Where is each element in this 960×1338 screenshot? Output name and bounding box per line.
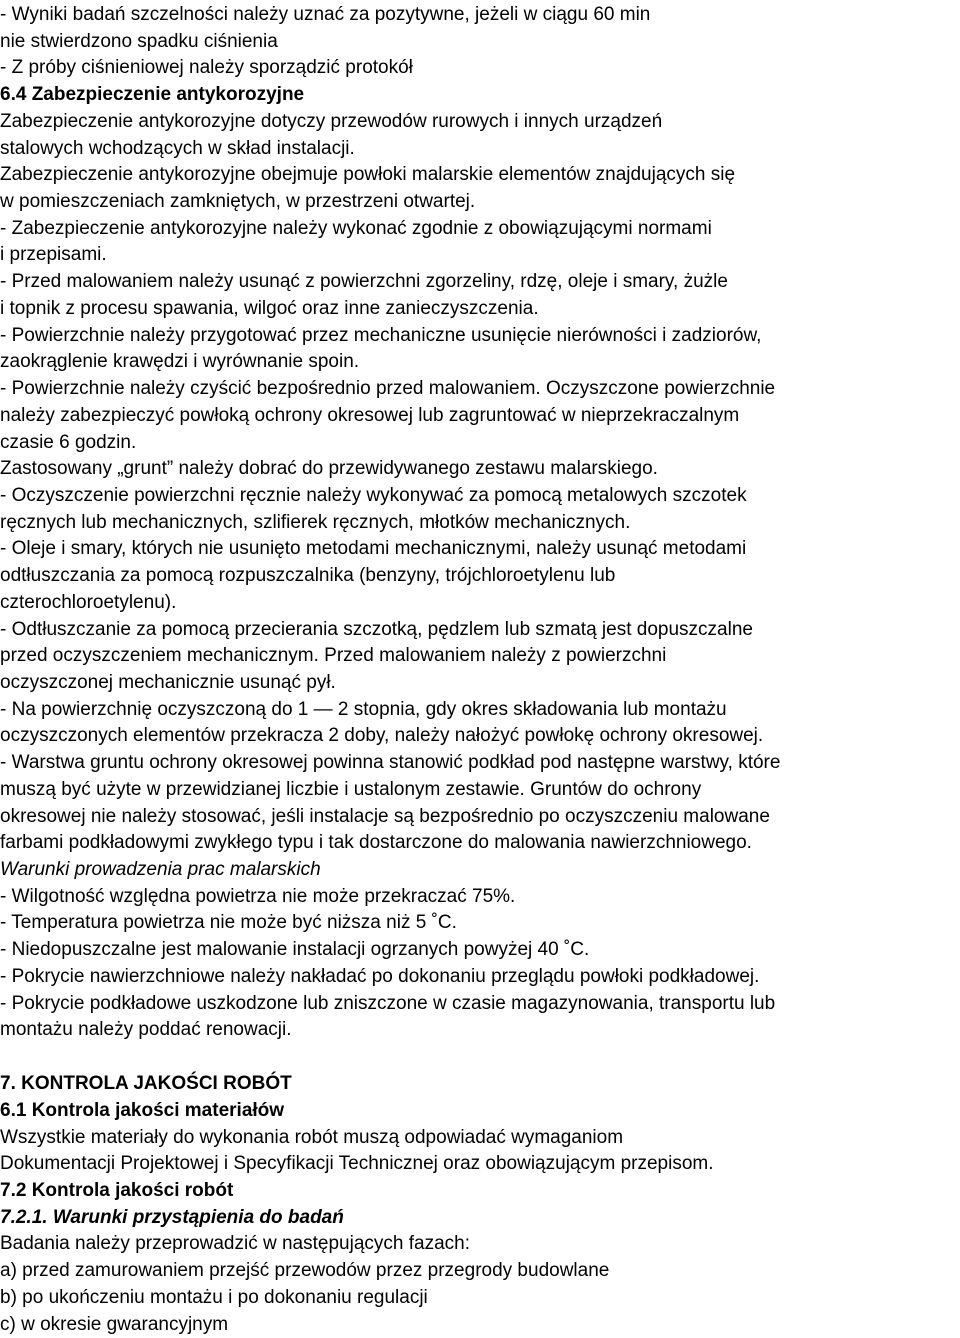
text-line: ręcznych lub mechanicznych, szlifierek ręcznych, młotków mechanicznych. xyxy=(0,512,631,533)
text-line: c) w okresie gwarancyjnym xyxy=(0,1314,229,1335)
text-line: b) po ukończeniu montażu i po dokonaniu regulacji xyxy=(0,1287,428,1308)
text-line: Wszystkie materiały do wykonania robót muszą odpowiadać wymaganiom xyxy=(0,1127,624,1148)
text-line: czterochloroetylenu). xyxy=(0,592,177,613)
text-line: - Odtłuszczanie za pomocą przecierania szczotką, pędzlem lub szmatą jest dopuszczalne xyxy=(0,619,753,640)
text-line: - Zabezpieczenie antykorozyjne należy wykonać zgodnie z obowiązującymi normami xyxy=(0,218,712,239)
section-heading: 7.2.1. Warunki przystąpienia do badań xyxy=(0,1207,344,1228)
text-line: Dokumentacji Projektowej i Specyfikacji Technicznej oraz obowiązującym przepisom. xyxy=(0,1153,714,1174)
text-line: Zabezpieczenie antykorozyjne obejmuje powłoki malarskie elementów znajdujących się xyxy=(0,164,736,185)
text-line: stalowych wchodzących w skład instalacji. xyxy=(0,138,355,159)
text-line: - Powierzchnie należy przygotować przez mechaniczne usunięcie nierówności i zadziorów, xyxy=(0,325,762,346)
text-line: farbami podkładowymi zwykłego typu i tak dostarczone do malowania nawierzchniowego. xyxy=(0,832,752,853)
text-line: - Wilgotność względna powietrza nie może przekraczać 75%. xyxy=(0,886,516,907)
text-line: - Z próby ciśnieniowej należy sporządzić protokół xyxy=(0,57,413,78)
text-line: muszą być użyte w przewidzianej liczbie i ustalonym zestawie. Gruntów do ochrony xyxy=(0,779,702,800)
text-line: i przepisami. xyxy=(0,244,107,265)
text-line: należy zabezpieczyć powłoką ochrony okresowej lub zagruntować w nieprzekraczalnym xyxy=(0,405,740,426)
text-line: Badania należy przeprowadzić w następujących fazach: xyxy=(0,1233,470,1254)
text-line: montażu należy poddać renowacji. xyxy=(0,1019,292,1040)
text-line: okresowej nie należy stosować, jeśli instalacje są bezpośrednio po oczyszczeniu malowane xyxy=(0,806,770,827)
text-line: nie stwierdzono spadku ciśnienia xyxy=(0,31,278,52)
text-line: - Temperatura powietrza nie może być niższa niż 5 ˚C. xyxy=(0,912,457,933)
text-line: odtłuszczania za pomocą rozpuszczalnika (benzyny, trójchloroetylenu lub xyxy=(0,565,616,586)
text-line: oczyszczonych elementów przekracza 2 doby, należy nałożyć powłokę ochrony okresowej. xyxy=(0,725,764,746)
text-line: Zabezpieczenie antykorozyjne dotyczy przewodów rurowych i innych urządzeń xyxy=(0,111,663,132)
text-line: - Powierzchnie należy czyścić bezpośrednio przed malowaniem. Oczyszczone powierzchnie xyxy=(0,378,776,399)
text-line: - Pokrycie nawierzchniowe należy nakładać po dokonaniu przeglądu powłoki podkładowej. xyxy=(0,966,760,987)
text-line: - Oleje i smary, których nie usunięto metodami mechanicznymi, należy usunąć metodami xyxy=(0,538,747,559)
text-line: czasie 6 godzin. xyxy=(0,432,137,453)
text-line: przed oczyszczeniem mechanicznym. Przed malowaniem należy z powierzchni xyxy=(0,645,667,666)
section-heading: 7. KONTROLA JAKOŚCI ROBÓT xyxy=(0,1073,292,1094)
section-heading: 7.2 Kontrola jakości robót xyxy=(0,1180,234,1201)
text-line: - Na powierzchnię oczyszczoną do 1 — 2 stopnia, gdy okres składowania lub montażu xyxy=(0,699,727,720)
subheading: Warunki prowadzenia prac malarskich xyxy=(0,859,321,880)
section-heading: 6.4 Zabezpieczenie antykorozyjne xyxy=(0,84,305,105)
text-line: w pomieszczeniach zamkniętych, w przestrzeni otwartej. xyxy=(0,191,476,212)
section-heading: 6.1 Kontrola jakości materiałów xyxy=(0,1100,285,1121)
text-line: - Oczyszczenie powierzchni ręcznie należy wykonywać za pomocą metalowych szczotek xyxy=(0,485,747,506)
text-line: zaokrąglenie krawędzi i wyrównanie spoin. xyxy=(0,351,360,372)
text-line: a) przed zamurowaniem przejść przewodów przez przegrody budowlane xyxy=(0,1260,610,1281)
text-line: Zastosowany „grunt” należy dobrać do przewidywanego zestawu malarskiego. xyxy=(0,458,658,479)
text-line: i topnik z procesu spawania, wilgoć oraz inne zanieczyszczenia. xyxy=(0,298,539,319)
text-line: - Wyniki badań szczelności należy uznać za pozytywne, jeżeli w ciągu 60 min xyxy=(0,4,651,25)
text-line: - Przed malowaniem należy usunąć z powierzchni zgorzeliny, rdzę, oleje i smary, żużle xyxy=(0,271,728,292)
text-line: - Pokrycie podkładowe uszkodzone lub zniszczone w czasie magazynowania, transportu lub xyxy=(0,993,776,1014)
text-line: - Warstwa gruntu ochrony okresowej powinna stanowić podkład pod następne warstwy, które xyxy=(0,752,781,773)
text-line: - Niedopuszczalne jest malowanie instalacji ogrzanych powyżej 40 ˚C. xyxy=(0,939,590,960)
text-line: oczyszczonej mechanicznie usunąć pył. xyxy=(0,672,336,693)
